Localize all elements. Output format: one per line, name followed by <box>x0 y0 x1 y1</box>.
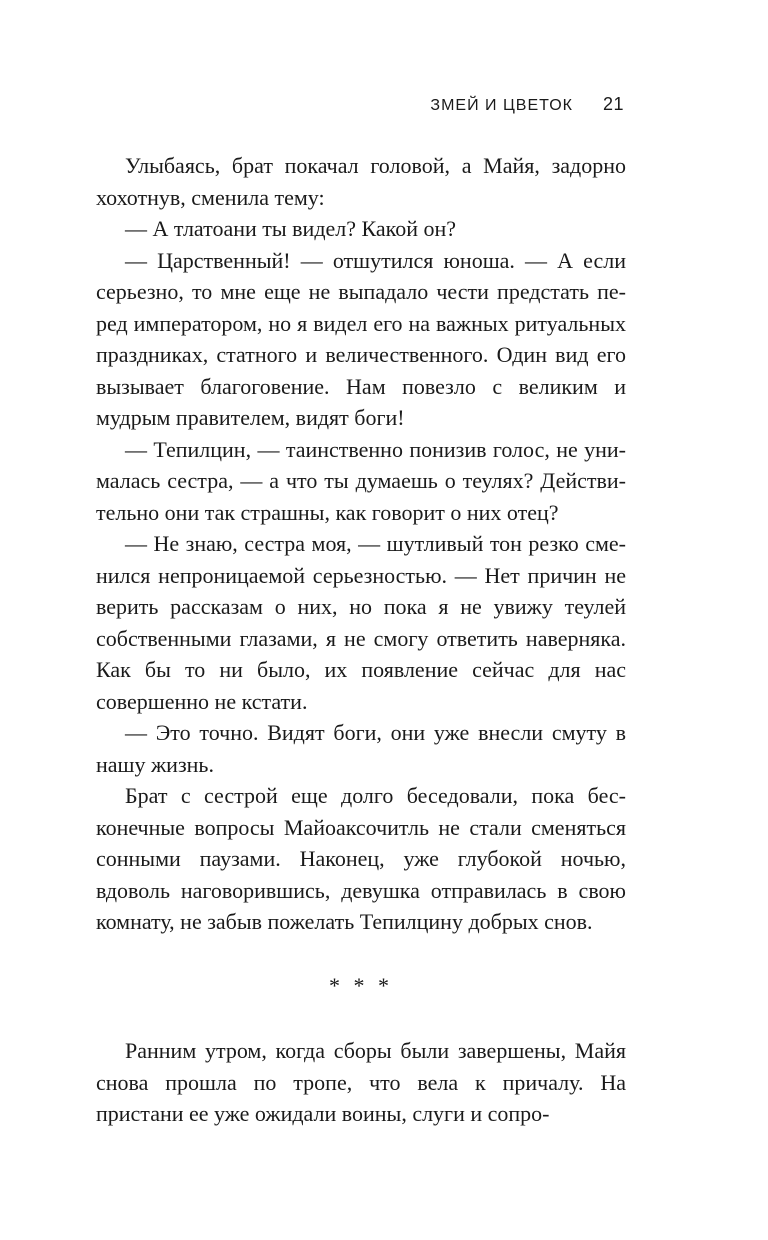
paragraph: Брат с сестрой еще долго беседовали, пока бесконечные вопросы Майоаксочитль не стали сменяться сонными паузами. Наконец, уже глубокой ночью, вдоволь наговорившись, девушка отправилась в свою комнату, не забыв пожелать Тепилцину добрых снов. <box>96 783 626 934</box>
chapter-title: ЗМЕЙ И ЦВЕТОК <box>430 97 573 114</box>
section-separator: * * * <box>329 972 393 998</box>
paragraph: — Царственный! — отшутился юноша. — А если серьезно, то мне еще не выпадало чести предстать перед императором, но я видел его на важных ритуальных праздниках, статного и величественного. Один вид его вызывает благоговение. Нам повезло с великим и мудрым правителем, видят боги! <box>96 247 626 430</box>
paragraph: — А тлатоани ты видел? Какой он? <box>125 216 457 241</box>
paragraph: — Это точно. Видят боги, они уже внесли смуту в нашу жизнь. <box>96 720 626 777</box>
paragraph: Улыбаясь, брат покачал головой, а Майя, задорно хохотнув, сменила тему: <box>96 153 626 210</box>
paragraph: Ранним утром, когда сборы были завершены, Майя снова прошла по тропе, что вела к причалу. На пристани ее уже ожидали воины, слуги и сопро- <box>96 1038 626 1126</box>
body-text <box>96 150 626 1130</box>
paragraph: — Тепилцин, — таинственно понизив голос, не унималась сестра, — а что ты думаешь о теулях? Действительно они так страшны, как говорит о них отец? <box>96 436 626 525</box>
page-number: 21 <box>602 94 624 114</box>
running-head <box>430 94 624 115</box>
paragraph: — Не знаю, сестра моя, — шутливый тон резко сменился непроницаемой серьезностью. — Нет причин не верить рассказам о них, но пока я не увижу теулей собственными глазами, я не смогу ответить наверняка. Как бы то ни было, их появление сейчас для нас совершенно не кстати. <box>96 531 626 714</box>
